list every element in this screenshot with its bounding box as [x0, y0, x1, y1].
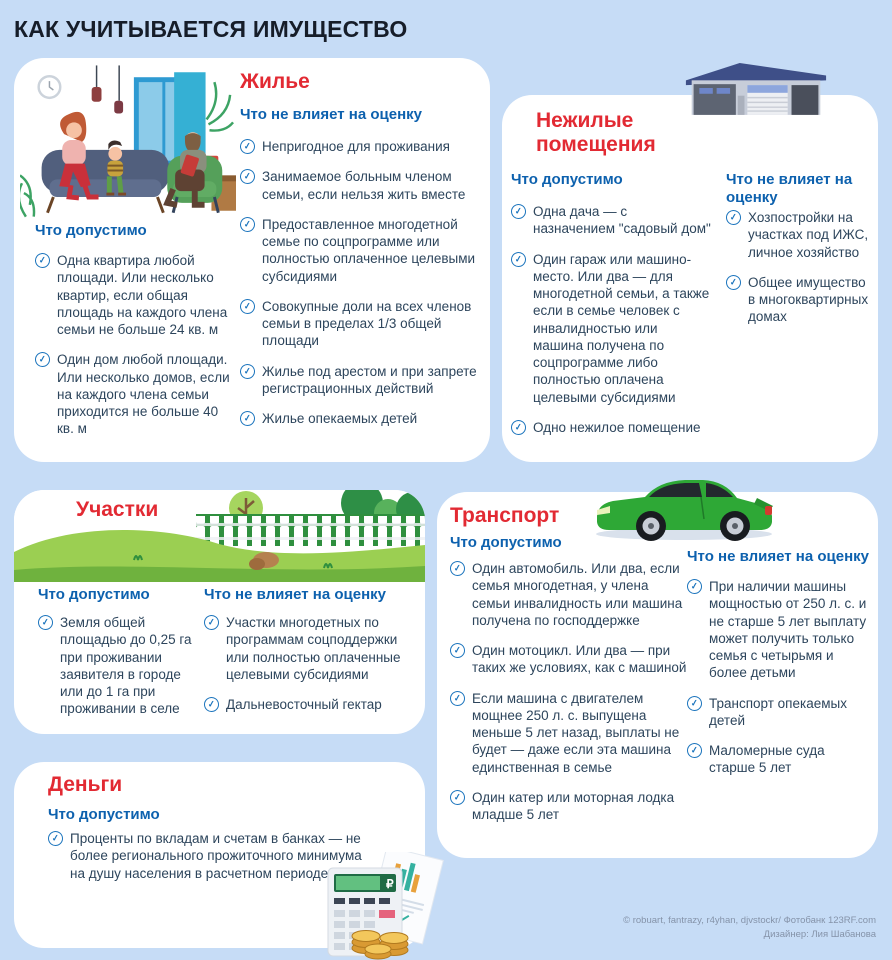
card-title-nonresidential: Нежилые помещения	[536, 109, 656, 157]
subhead-plots-neutral: Что не влияет на оценку	[204, 586, 386, 603]
subhead-transport-neutral: Что не влияет на оценку	[687, 548, 869, 565]
list-item-text: Хозпостройки на участках под ИЖС, личное хозяйство	[748, 210, 869, 260]
check-circle-icon: ✓	[510, 419, 527, 436]
list-item-text: Дальневосточный гектар	[226, 697, 382, 713]
list-item-text: Один дом любой площади. Или несколько домов, если на каждого члена семьи приходится не больше 40 кв. м	[57, 352, 230, 437]
car-illustration	[589, 468, 779, 551]
subhead-housing-allowed: Что допустимо	[35, 222, 147, 239]
card-nonresidential	[502, 95, 878, 462]
list-item	[687, 578, 871, 682]
list-item-text: Общее имущество в многоквартирных домах	[748, 274, 869, 325]
subhead-money-allowed: Что допустимо	[48, 806, 160, 823]
calculator-coins-illustration	[326, 852, 446, 960]
list-item	[204, 696, 418, 713]
list-item	[240, 216, 484, 285]
list-item	[35, 351, 237, 437]
living-room-illustration	[20, 64, 236, 227]
check-circle-icon: ✓	[725, 209, 742, 226]
list-item	[240, 138, 484, 155]
list-item-text: Один гараж или машино-место. Или два — для многодетной семьи, а также если в семье человек с инвалидностью или машина получена по соцпрограмме либо полностью оплачена целевыми субсидиями	[533, 251, 710, 405]
transport-neutral-list	[687, 578, 871, 790]
list-item	[511, 419, 711, 436]
list-item	[240, 298, 484, 350]
check-circle-icon: ✓	[34, 252, 51, 269]
list-item-text: При наличии машины мощностью от 250 л. с. и не старше 5 лет выплату может получить только семья с четырьмя и более детьми	[709, 579, 867, 681]
check-circle-icon: ✓	[34, 351, 51, 368]
footer-credit-line: © robuart, fantrazy, r4yhan, djvstockr/ Фотобанк 123RF.com	[623, 915, 876, 926]
list-item-text: Один катер или моторная лодка младше 5 лет	[472, 789, 675, 823]
check-circle-icon: ✓	[725, 274, 742, 291]
list-item	[726, 209, 870, 261]
card-housing	[14, 58, 490, 462]
subhead-transport-allowed: Что допустимо	[450, 534, 562, 551]
list-item-text: Земля общей площадью до 0,25 га при проживании заявителя в городе или до 1 га при проживании в селе	[60, 615, 192, 717]
check-circle-icon: ✓	[239, 363, 256, 380]
list-item-text: Жилье опекаемых детей	[262, 411, 418, 427]
list-item	[687, 742, 871, 777]
list-item	[35, 252, 237, 338]
list-item-text: Предоставленное многодетной семье по соцпрограмме или полностью оплаченное целевыми субсидиями	[262, 216, 476, 284]
plots-allowed-list	[38, 614, 192, 731]
footer-designer-line: Дизайнер: Лия Шабанова	[763, 929, 876, 941]
svg-text:₽: ₽	[386, 877, 394, 891]
nonres-allowed-list	[511, 203, 711, 449]
page-title: КАК УЧИТЫВАЕТСЯ ИМУЩЕСТВО	[14, 16, 408, 42]
list-item-text: Одна квартира любой площади. Или несколько квартир, если общая площадь на каждого члена семьи не больше 24 кв. м	[57, 253, 228, 338]
list-item-text: Проценты по вкладам и счетам в банках — не более регионального прожиточного минимума на душу населения в расчетном периоде	[70, 831, 362, 881]
list-item	[511, 203, 711, 238]
list-item	[38, 614, 192, 718]
check-circle-icon: ✓	[686, 742, 703, 759]
check-circle-icon: ✓	[203, 614, 220, 631]
list-item	[450, 642, 690, 677]
check-circle-icon: ✓	[37, 614, 54, 631]
check-circle-icon: ✓	[449, 560, 466, 577]
list-item	[240, 363, 484, 398]
list-item	[450, 690, 690, 776]
nonres-neutral-list	[726, 209, 870, 339]
check-circle-icon: ✓	[203, 696, 220, 713]
list-item-text: Транспорт опекаемых детей	[709, 695, 847, 728]
check-circle-icon: ✓	[510, 251, 527, 268]
check-circle-icon: ✓	[449, 690, 466, 707]
housing-neutral-list	[240, 138, 484, 440]
housing-allowed-list	[35, 252, 237, 451]
check-circle-icon: ✓	[47, 830, 64, 847]
subhead-housing-neutral: Что не влияет на оценку	[240, 106, 422, 123]
list-item	[450, 789, 690, 824]
list-item-text: Непригодное для проживания	[262, 139, 450, 154]
subhead-nonres-neutral: Что не влияет на оценку	[726, 171, 853, 206]
list-item-text: Если машина с двигателем мощнее 250 л. с. выпущена меньше 5 лет назад, выплаты не будет — даже если эта машина единственная в семье	[472, 690, 680, 775]
list-item-text: Совокупные доли на всех членов семьи в пределах 1/3 общей площади	[262, 298, 472, 349]
list-item-text: Жилье под арестом и при запрете регистрационных действий	[262, 363, 477, 396]
list-item-text: Одно нежилое помещение	[533, 419, 701, 435]
check-circle-icon: ✓	[449, 789, 466, 806]
card-money	[14, 762, 425, 948]
list-item-text: Один мотоцикл. Или два — при таких же условиях, как с машиной	[472, 643, 687, 676]
footer-credits	[623, 914, 876, 943]
check-circle-icon: ✓	[686, 578, 703, 595]
check-circle-icon: ✓	[510, 203, 527, 220]
list-item	[511, 251, 711, 406]
list-item-text: Одна дача — с назначением "садовый дом"	[533, 204, 711, 237]
garage-illustration	[684, 59, 828, 122]
list-item-text: Участки многодетных по программам соцподдержки или полностью оплаченные целевыми субсидиями	[226, 615, 401, 682]
card-title-housing: Жилье	[240, 70, 310, 93]
list-item-text: Один автомобиль. Или два, если семья многодетная, у члена семьи инвалидность или машина получена по господдержке	[472, 561, 683, 628]
card-title-money: Деньги	[48, 773, 123, 796]
transport-allowed-list	[450, 560, 690, 836]
list-item	[450, 560, 690, 629]
check-circle-icon: ✓	[239, 410, 256, 427]
list-item	[204, 614, 418, 683]
check-circle-icon: ✓	[239, 216, 256, 233]
list-item	[240, 410, 484, 427]
list-item	[240, 168, 484, 203]
list-item-text: Маломерные суда старше 5 лет	[709, 743, 825, 776]
check-circle-icon: ✓	[686, 695, 703, 712]
check-circle-icon: ✓	[449, 642, 466, 659]
plots-neutral-list	[204, 614, 418, 726]
subhead-plots-allowed: Что допустимо	[38, 586, 150, 603]
check-circle-icon: ✓	[239, 138, 256, 155]
card-title-plots: Участки	[76, 498, 159, 521]
check-circle-icon: ✓	[239, 168, 256, 185]
card-title-transport: Транспорт	[450, 504, 560, 527]
card-plots	[14, 490, 425, 734]
list-item-text: Занимаемое больным членом семьи, если нельзя жить вместе	[262, 169, 466, 202]
subhead-nonres-allowed: Что допустимо	[511, 171, 623, 188]
list-item	[726, 274, 870, 326]
check-circle-icon: ✓	[239, 298, 256, 315]
list-item	[687, 695, 871, 730]
card-transport	[437, 492, 878, 858]
